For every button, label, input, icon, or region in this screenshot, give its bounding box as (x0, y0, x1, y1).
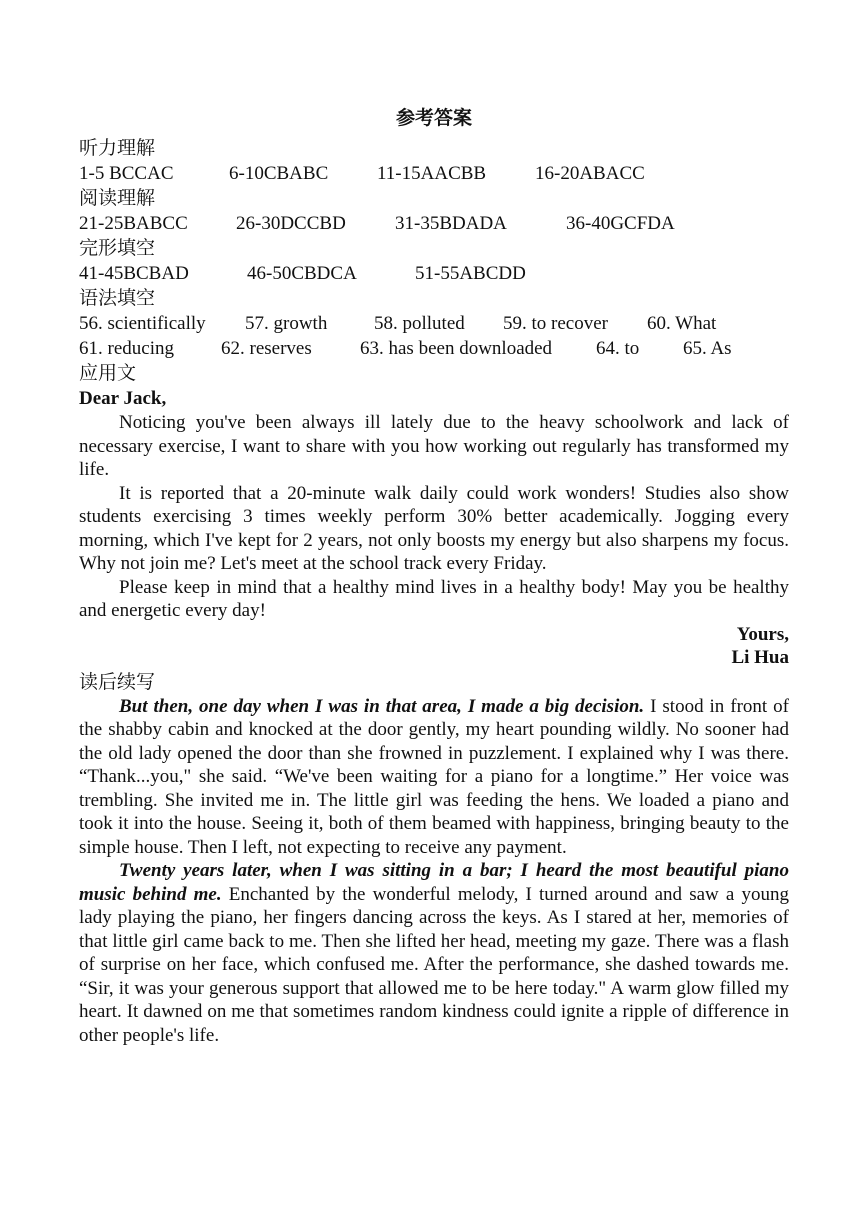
letter-salutation: Dear Jack, (79, 388, 167, 409)
grammar-answer: 64. to (596, 338, 640, 359)
answer-group: 6-10CBABC (229, 163, 329, 184)
grammar-answer: 61. reducing (79, 338, 174, 359)
grammar-answers-row-1 (79, 311, 789, 336)
listening-heading: 听力理解 (79, 138, 156, 159)
grammar-answer: 58. polluted (374, 313, 465, 334)
letter-paragraph: Please keep in mind that a healthy mind lives in a healthy body! May you be healthy and energetic every day! (79, 576, 789, 621)
grammar-answer: 62. reserves (221, 338, 312, 359)
paragraph-lead-sentence: Twenty years later, when I was sitting in a bar; I heard the most beautiful piano music behind me. (79, 860, 789, 905)
answer-group: 51-55ABCDD (415, 263, 526, 284)
grammar-answer: 60. What (647, 313, 717, 334)
page-title: 参考答案 (395, 108, 472, 129)
letter-paragraph: It is reported that a 20-minute walk daily could work wonders! Studies also show students exercising 3 times weekly perform 30% better academically. Jogging every morning, which I've kept for 2 years, not only boosts my energy but also sharpens my focus. Why not join me? Let's meet at the school track every Friday. (79, 482, 789, 574)
writing-heading: 应用文 (79, 363, 137, 384)
listening-answers (79, 161, 789, 186)
grammar-answers-row-2 (79, 336, 789, 361)
answer-group: 26-30DCCBD (236, 213, 346, 234)
grammar-answer: 57. growth (245, 313, 328, 334)
continuation-paragraph (79, 695, 789, 860)
answer-group: 16-20ABACC (535, 163, 645, 184)
grammar-heading: 语法填空 (79, 288, 156, 309)
paragraph-body: I stood in front of the shabby cabin and knocked at the door gently, my heart pounding wildly. No sooner had the old lady opened the door than she frowned in puzzlement. I explained why I was there. “Thank...you," she said. “We've been waiting for a piano for a longtime.” Her voice was trembling. She invited me in. The little girl was feeding the hens. We loaded a piano and took it into the house. Seeing it, both of them beamed with happiness, bringing beauty to the simple house. Then I left, not expecting to receive any payment. (79, 695, 789, 858)
answer-group: 46-50CBDCA (247, 263, 357, 284)
paragraph-body: Enchanted by the wonderful melody, I turned around and saw a young lady playing the piano, her fingers dancing across the keys. As I stared at her, memories of that little girl came back to me. Then she lifted her head, meeting my gaze. There was a flash of surprise on her face, which confused me. After the performance, she dashed towards me. “Sir, it was your generous support that allowed me to be here today." A warm glow filled my heart. It dawned on me that sometimes random kindness could ignite a ripple of difference in other people's life. (79, 883, 789, 1046)
continuation-paragraph (79, 859, 789, 1047)
letter-paragraph: Noticing you've been always ill lately due to the heavy schoolwork and lack of necessary exercise, I want to share with you how working out regularly has transformed my life. (79, 412, 789, 480)
continuation-heading: 读后续写 (79, 671, 156, 693)
cloze-heading: 完形填空 (79, 238, 156, 259)
letter-signature: Li Hua (731, 647, 789, 668)
grammar-answer: 56. scientifically (79, 313, 206, 334)
answer-group: 41-45BCBAD (79, 263, 189, 284)
grammar-answer: 59. to recover (503, 313, 608, 334)
answer-group: 11-15AACBB (377, 163, 487, 184)
answer-group: 31-35BDADA (395, 213, 507, 234)
answer-group: 1-5 BCCAC (79, 163, 174, 184)
reading-answers (79, 211, 789, 236)
grammar-answer: 63. has been downloaded (360, 338, 553, 359)
letter-closing: Yours, (736, 623, 789, 645)
cloze-answers (79, 261, 789, 286)
paragraph-lead-sentence: But then, one day when I was in that area, I made a big decision. (119, 695, 645, 717)
grammar-answer: 65. As (683, 338, 732, 359)
answer-group: 36-40GCFDA (566, 213, 675, 234)
answer-group: 21-25BABCC (79, 213, 188, 234)
reading-heading: 阅读理解 (79, 188, 156, 209)
